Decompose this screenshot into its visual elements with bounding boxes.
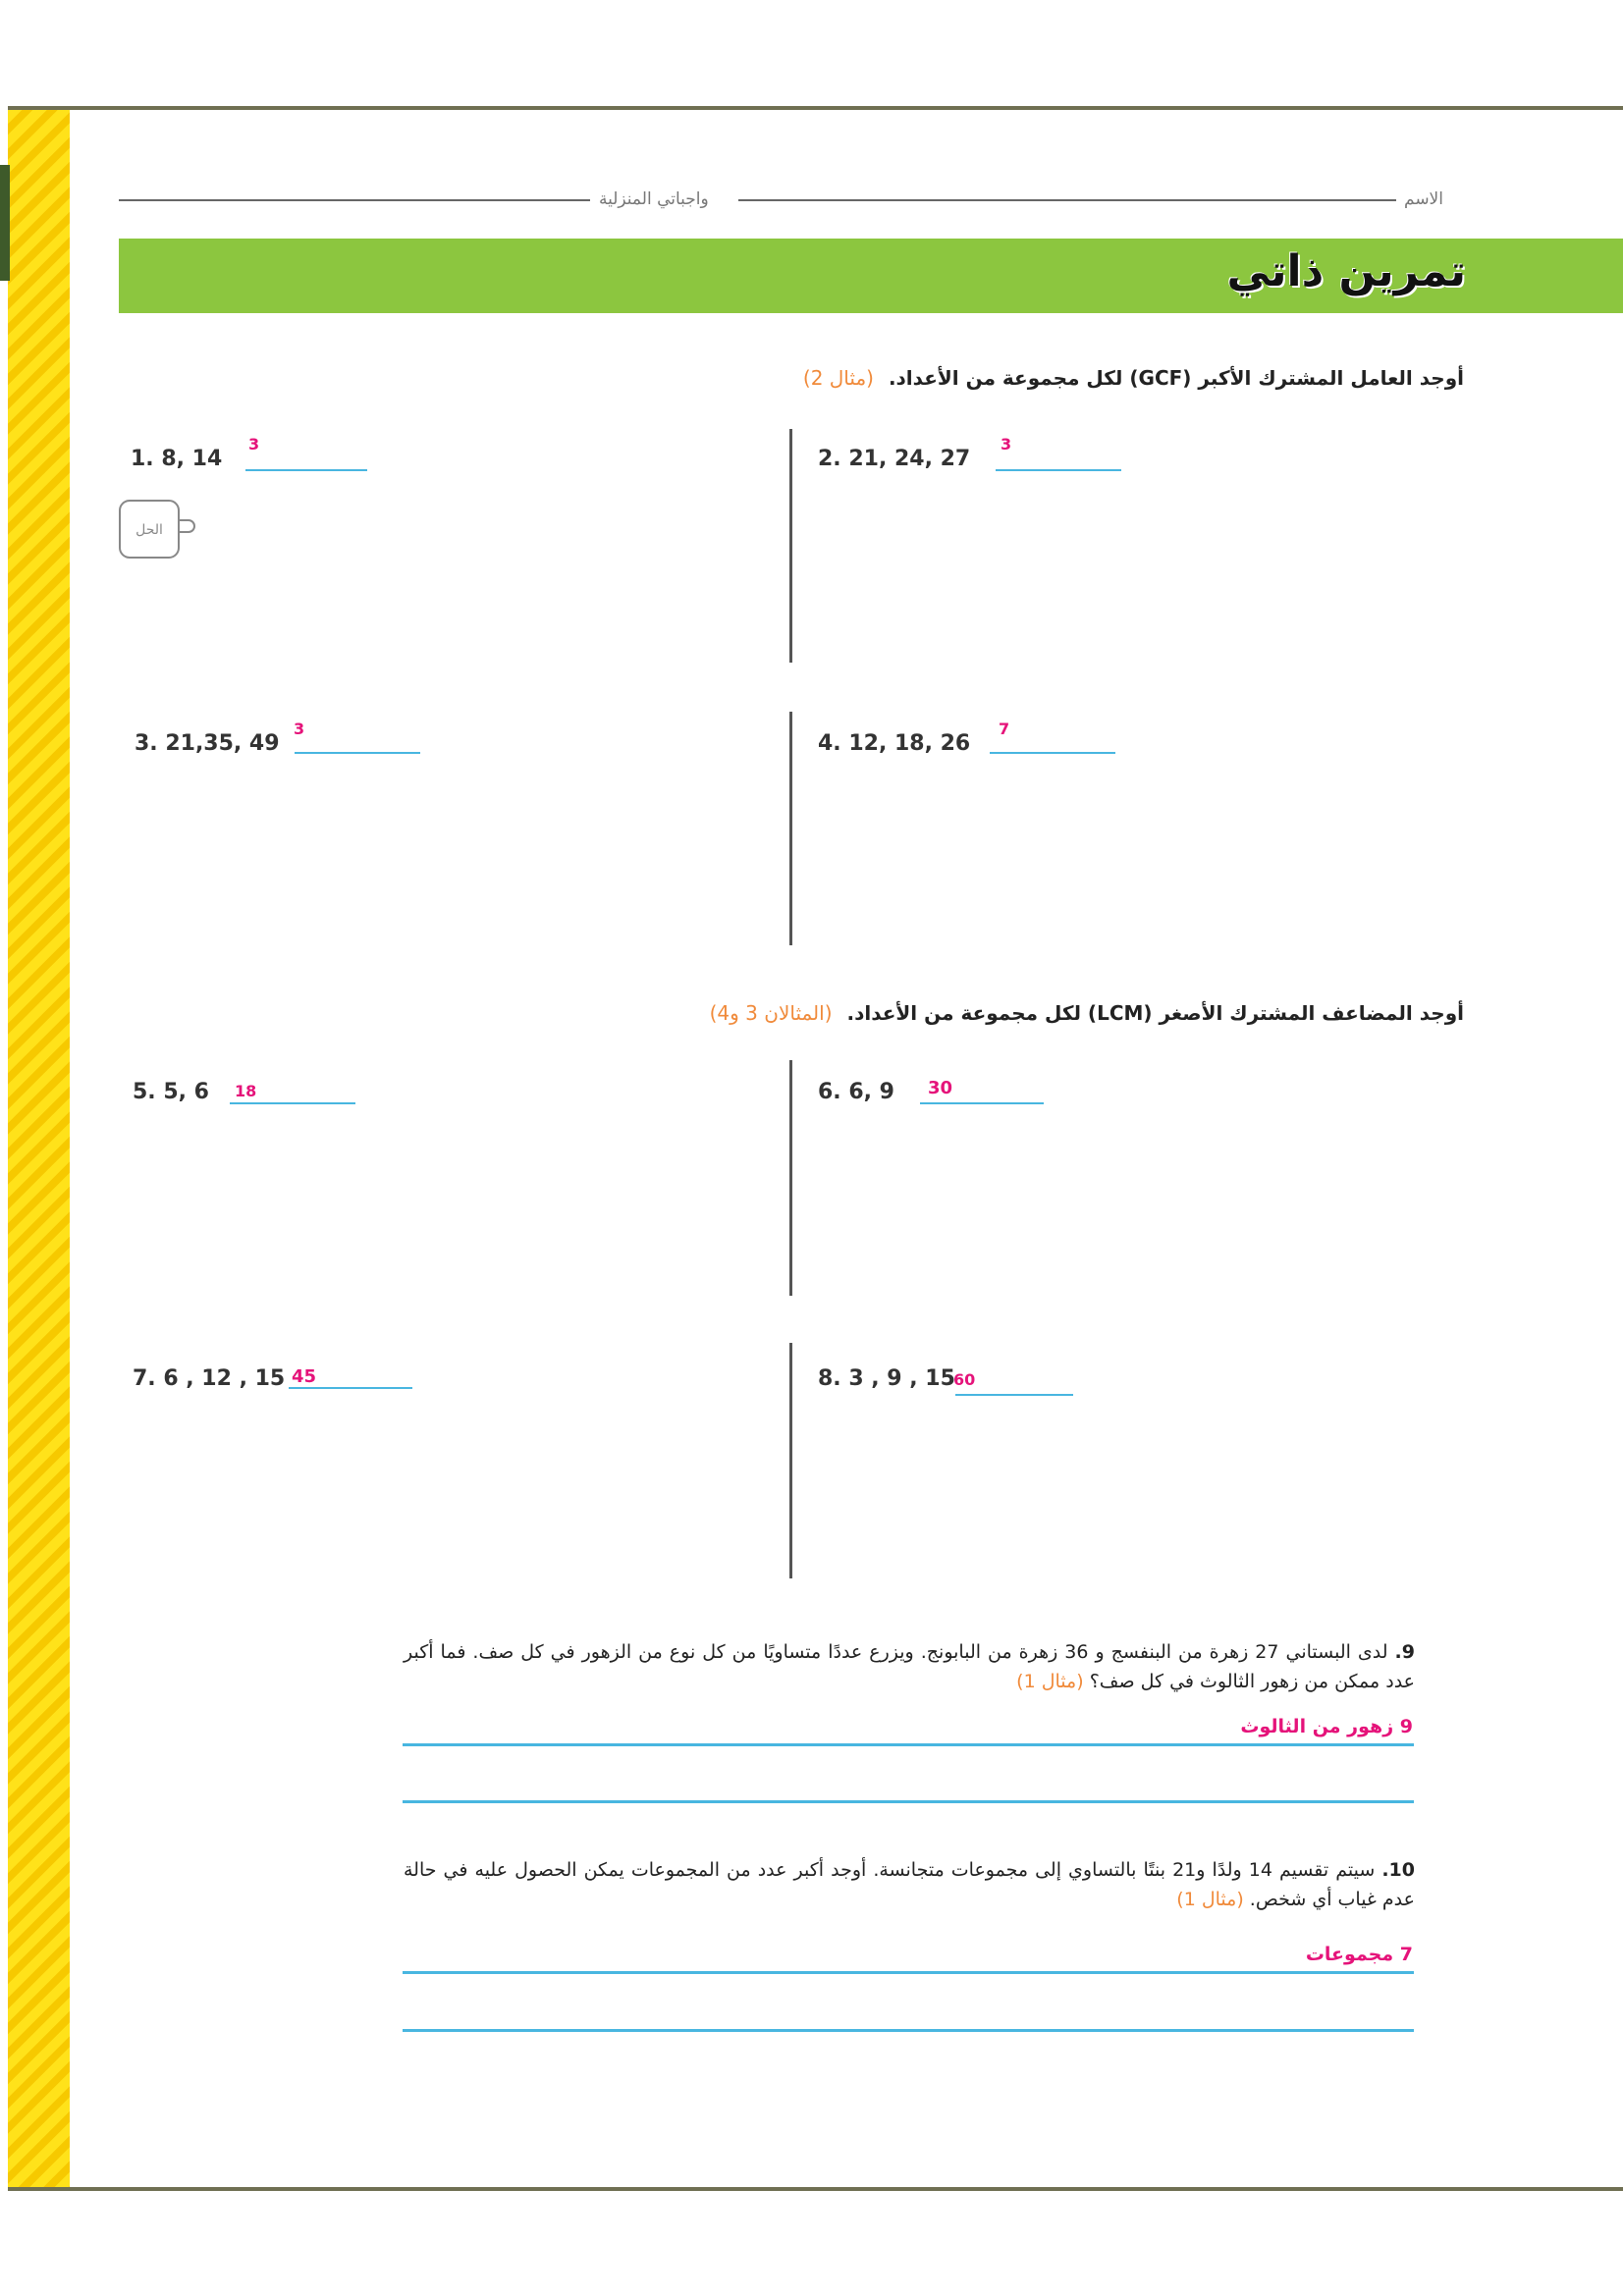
word-problem-9-ref: (مثال 1): [1016, 1671, 1084, 1692]
divider-2: [789, 712, 792, 945]
problem-1: [131, 435, 260, 471]
problem-6: [818, 1078, 953, 1104]
problem-3-answer: 3: [294, 720, 305, 738]
problem-5-label: 5. 5, 6: [133, 1080, 209, 1104]
side-stripe: [8, 110, 70, 2187]
word-problem-10-number: 10.: [1381, 1859, 1415, 1881]
problem-8: [818, 1366, 976, 1391]
problem-6-answer: 30: [928, 1078, 953, 1098]
word-problem-9: [404, 1637, 1415, 1696]
word-problem-10-line-2[interactable]: [403, 2029, 1414, 2032]
problem-4-answer: 7: [999, 720, 1010, 738]
word-problem-9-number: 9.: [1394, 1641, 1415, 1663]
problem-1-label: 1. 8, 14: [131, 447, 223, 471]
side-tab: [0, 165, 10, 281]
date-label: واجباتي المنزلية: [599, 189, 709, 209]
word-problem-9-line-1[interactable]: [403, 1743, 1414, 1746]
problem-6-blank[interactable]: [920, 1102, 1044, 1104]
problem-2: [818, 435, 1012, 471]
problem-4: [818, 720, 1010, 756]
problem-7-label: 7. 6 , 12 , 15: [133, 1366, 286, 1391]
problem-4-blank[interactable]: [990, 752, 1115, 754]
problem-4-label: 4. 12, 18, 26: [818, 731, 971, 756]
problem-7: [133, 1366, 317, 1391]
gcf-reference: (مثال 2): [802, 366, 874, 390]
help-icon-text: الحل: [135, 522, 163, 538]
problem-5: [133, 1080, 257, 1104]
problem-7-answer: 45: [292, 1366, 317, 1387]
title-bar: [119, 239, 1623, 313]
word-problem-10-answer: 7 مجموعات: [1305, 1944, 1413, 1965]
word-problem-9-line-2[interactable]: [403, 1800, 1414, 1803]
date-line[interactable]: [119, 199, 590, 201]
gcf-instruction-text: أوجد العامل المشترك الأكبر (GCF) لكل مجموعة من الأعداد.: [888, 366, 1464, 390]
word-problem-9-answer: 9 زهور من الثالوث: [1240, 1716, 1413, 1737]
puzzle-help-icon[interactable]: [118, 499, 206, 561]
gcf-instruction: [803, 366, 1464, 390]
lcm-reference: (المثالان 3 و4): [709, 1001, 833, 1025]
problem-5-blank[interactable]: [230, 1102, 355, 1104]
problem-2-label: 2. 21, 24, 27: [818, 447, 971, 471]
word-problem-10-line-1[interactable]: [403, 1971, 1414, 1974]
problem-2-blank[interactable]: [996, 469, 1121, 471]
word-problem-10: [404, 1855, 1415, 1914]
name-line[interactable]: [738, 199, 1396, 201]
problem-8-answer: 60: [953, 1370, 976, 1389]
problem-8-blank[interactable]: [955, 1394, 1073, 1396]
problem-3: [135, 720, 305, 756]
lcm-instruction: [710, 1001, 1464, 1025]
problem-7-blank[interactable]: [289, 1387, 412, 1389]
problem-1-blank[interactable]: [245, 469, 367, 471]
problem-1-answer: 3: [248, 435, 260, 454]
problem-6-label: 6. 6, 9: [818, 1080, 894, 1104]
problem-2-answer: 3: [1001, 435, 1012, 454]
divider-4: [789, 1343, 792, 1578]
word-problem-10-ref: (مثال 1): [1176, 1889, 1244, 1910]
word-problem-9-text: لدى البستاني 27 زهرة من البنفسج و 36 زهرة من البابونج. ويزرع عددًا متساويًا من كل نوع من الزهور في كل صف. فما أكبر عدد ممكن من زهور الثالوث في كل صف؟: [404, 1641, 1415, 1692]
problem-3-blank[interactable]: [295, 752, 420, 754]
name-label: الاسم: [1404, 189, 1443, 209]
word-problem-10-text: سيتم تقسيم 14 ولدًا و21 بنتًا بالتساوي إلى مجموعات متجانسة. أوجد أكبر عدد من المجموعات يمكن الحصول عليه في حالة عدم غياب أي شخص.: [404, 1859, 1415, 1910]
page-title: تمرين ذاتي: [1226, 246, 1466, 296]
lcm-instruction-text: أوجد المضاعف المشترك الأصغر (LCM) لكل مجموعة من الأعداد.: [846, 1001, 1464, 1025]
problem-3-label: 3. 21,35, 49: [135, 731, 280, 756]
problem-8-label: 8. 3 , 9 , 15: [818, 1366, 955, 1391]
divider-1: [789, 429, 792, 663]
problem-5-answer: 18: [235, 1082, 257, 1100]
divider-3: [789, 1060, 792, 1296]
